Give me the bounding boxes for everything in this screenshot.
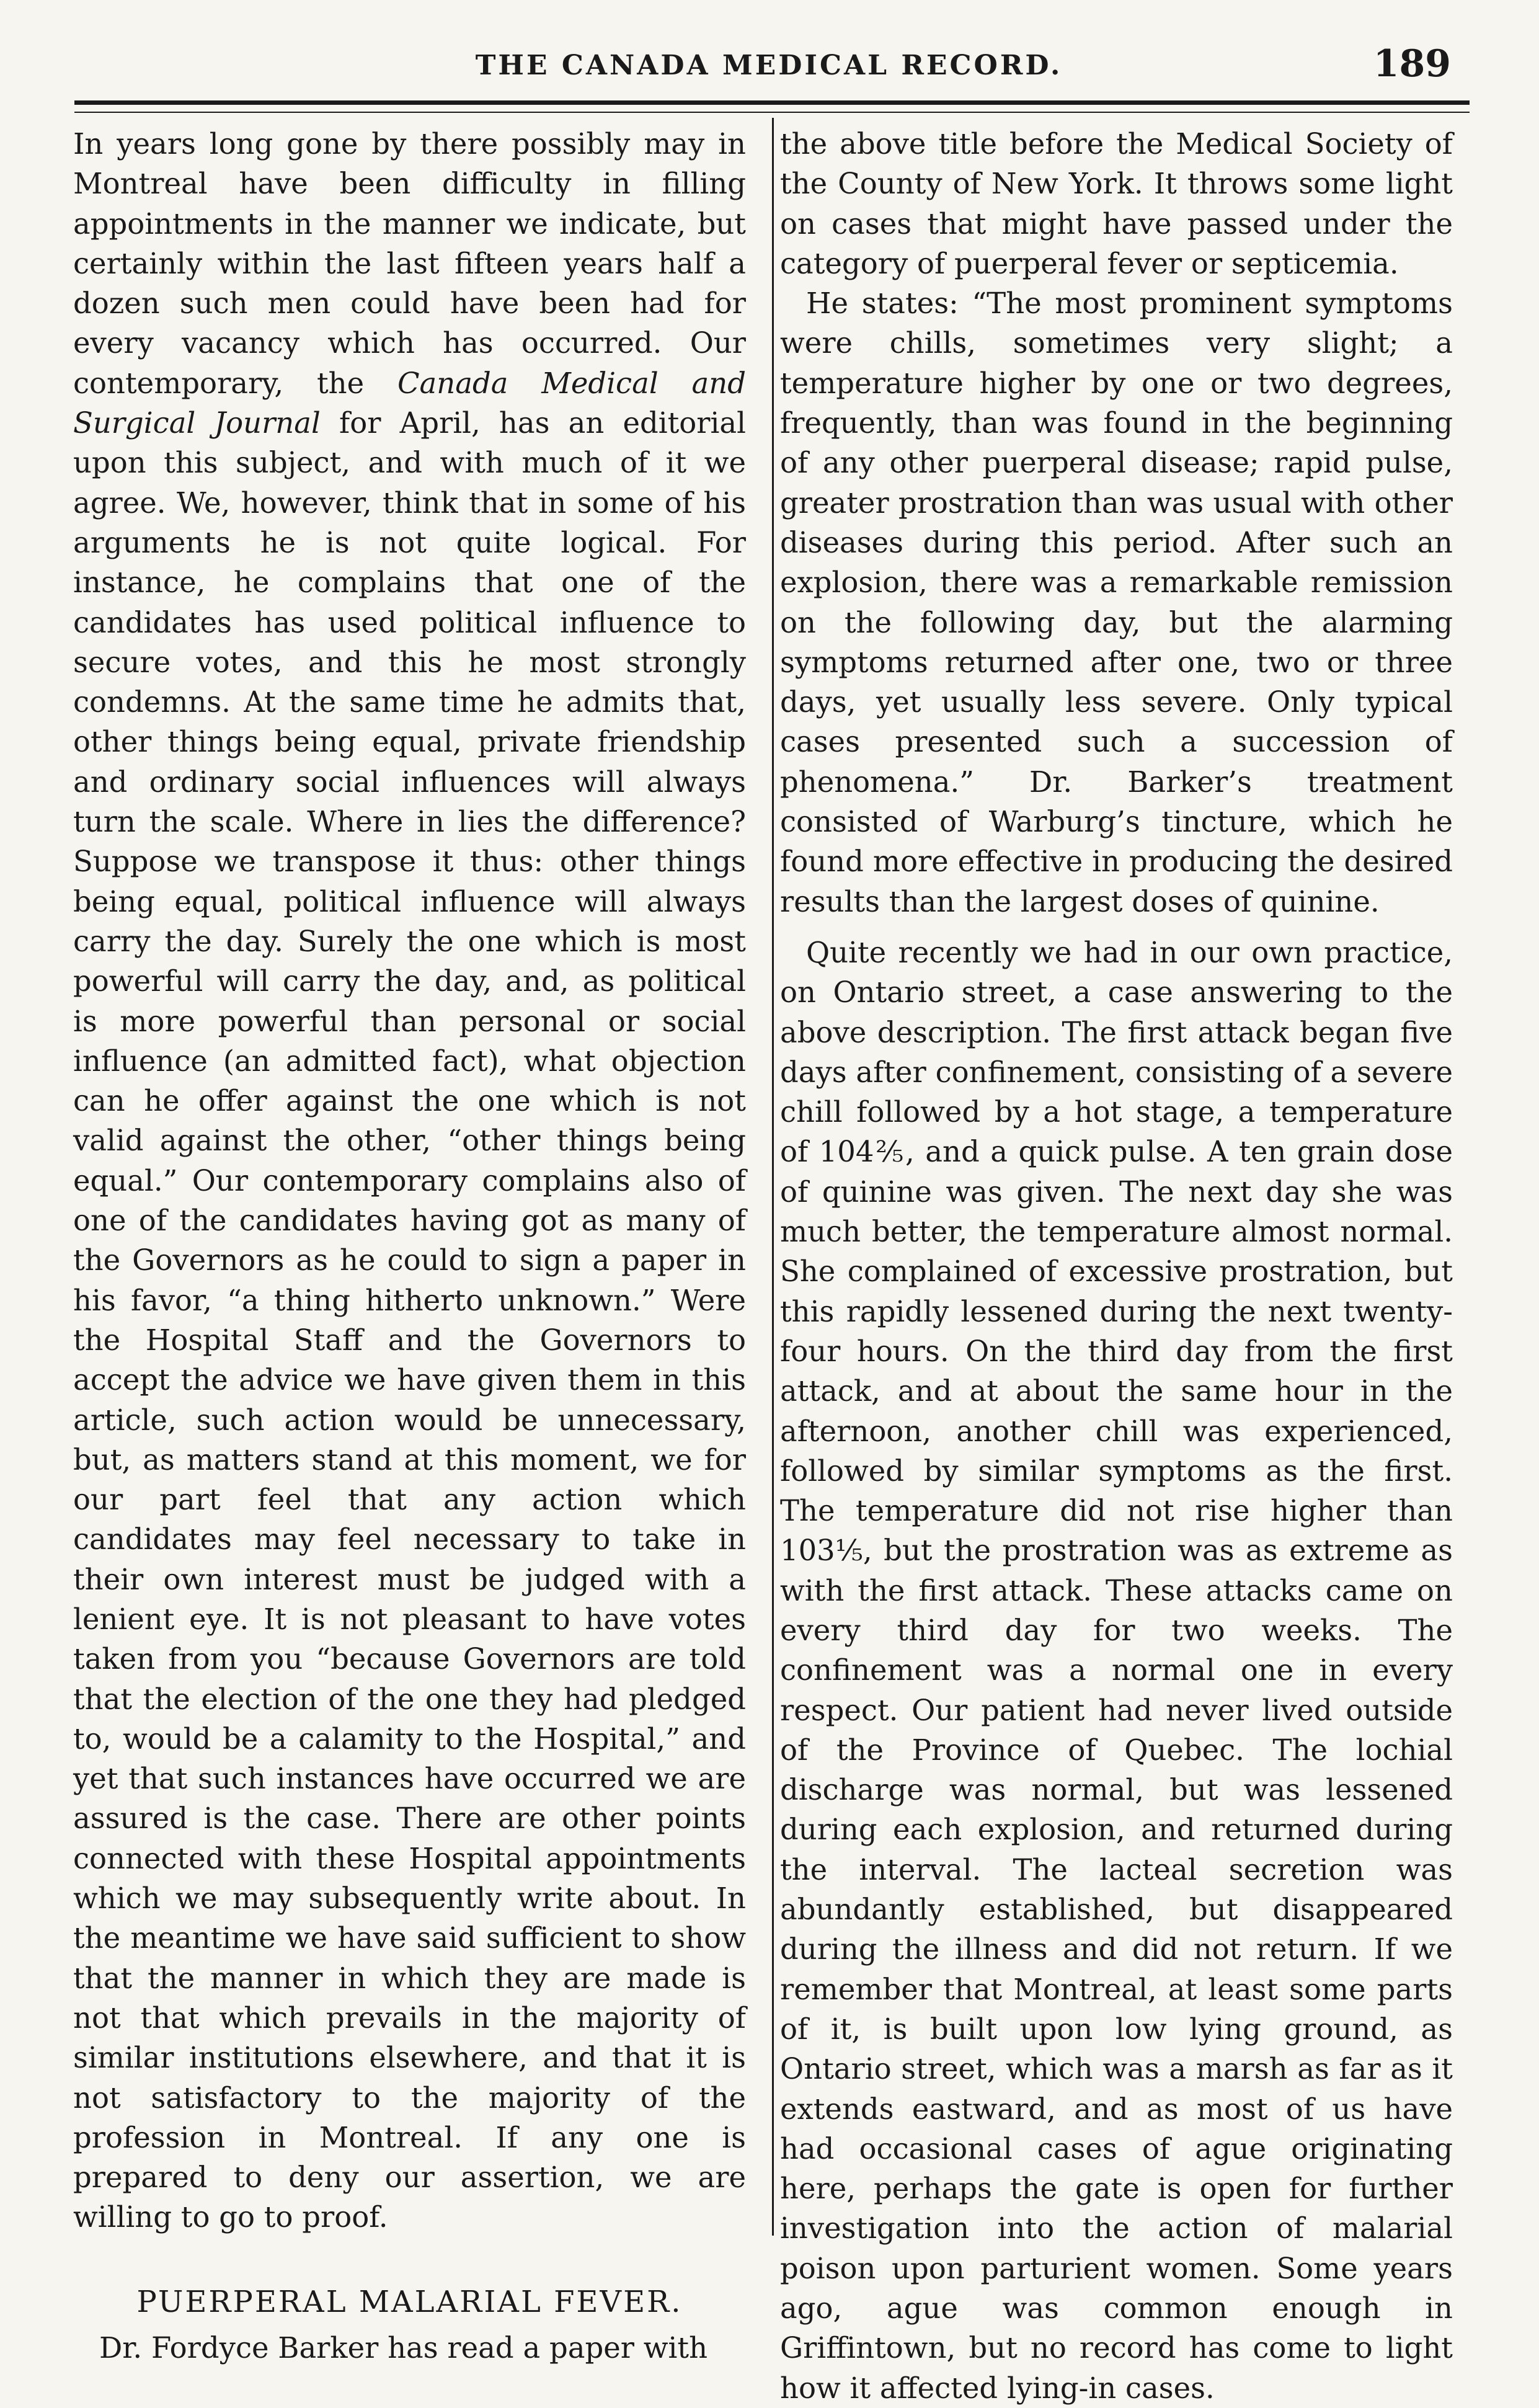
journal-citation: Canada Medical and Surgical Journal xyxy=(73,366,746,440)
running-header xyxy=(74,24,1463,92)
editorial-text-a: In years long gone by there possibly may in Montreal have been difficulty in filling appointments in the manner we indicate, but certainly within the last fifteen years half a dozen such men could have been had for every vacancy which has occurred. Our contemporary, the xyxy=(73,127,746,400)
editorial-text-b: for April, has an editorial upon this subject, and with much of it we agree. We, however, think that in some of his arguments he is not quite logical. For instance, he complains that one of the candidates has used political influence to secure votes, and this he most strongly condemns. At the same time he admits that, other things being equal, private friendship and ordinary social influences will always turn the scale. Where in lies the difference? Suppose we transpose it thus: other things being equal, political influence will always carry the day. Surely the one which is most powerful will carry the day, and, as political is more powerful than personal or social influence (an admitted fact), what objection can he offer against the one which is not valid against the other, “other things being equal.” Our contemporary complains also of one of the candidates having got as many of the Governors as he could to sign a paper in his favor, “a thing hitherto unknown.” Were the Hospital Staff and the Governors to accept the advice we have given them in this article, such action would be unnecessary, but, as matters stand at this moment, we for our part feel that any action which candidates may feel necessary to take in their own interest must be judged with a lenient eye. It is not pleasant to have votes taken from you “because Governors are told that the election of the one they had pledged to, would be a calamity to the Hospital,” and yet that such instances have occurred we are assured is the case. There are other points connected with these Hospital appointments which we may subsequently write about. In the meantime we have said sufficient to show that the manner in which they are made is not that which prevails in the majority of similar institutions elsewhere, and that it is not satisfactory to the majority of the profession in Montreal. If any one is prepared to deny our assertion, we are willing to go to proof. xyxy=(73,406,746,2234)
header-rule-thin xyxy=(74,112,1470,113)
article-paragraph-3: Quite recently we had in our own practice, on Ontario street, a case answering to the above description. The first attack began five days after confinement, consisting of a severe chill followed by a hot stage, a temperature of 104⅖, and a quick pulse. A ten grain dose of quinine was given. The next day she was much better, the temperature almost normal. She complained of excessive prostration, but this rapidly lessened during the next twenty-four hours. On the third day from the first attack, and at about the same hour in the afternoon, another chill was experienced, followed by similar symptoms as the first. The temperature did not rise higher than 103⅕, but the prostration was as extreme as with the first attack. These attacks came on every third day for two weeks. The confinement was a normal one in every respect. Our patient had never lived outside of the Province of Quebec. The lochial discharge was normal, but was lessened during each explosion, and returned during the interval. The lacteal secretion was abundantly established, but disappeared during the illness and did not return. If we remember that Montreal, at least some parts of it, is built upon low lying ground, as Ontario street, which was a marsh as far as it extends eastward, and as most of us have had occasional cases of ague originating here, perhaps the gate is open for further investigation into the action of malarial poison upon parturient women. Some years ago, ague was common enough in Griffintown, but no record has come to light how it affected lying-in cases. xyxy=(780,935,1453,2405)
left-column xyxy=(73,124,746,2368)
article-paragraph-2: He states: “The most prominent symptoms were chills, sometimes very slight; a temperature higher by one or two degrees, frequently, than was found in the beginning of any other puerperal disease; rapid pulse, greater prostration than was usual with other diseases during this period. After such an explosion, there was a remarkable remission on the following day, but the alarming symptoms returned after one, two or three days, yet usually less severe. Only typical cases presented such a succession of phenomena.” Dr. Barker’s treatment consisted of Warburg’s tincture, which he found more effective in producing the desired results than the largest doses of quinine. xyxy=(780,287,1453,918)
right-column xyxy=(780,124,1453,2408)
article-paragraph-1: the above title before the Medical Society of the County of New York. It throws some light on cases that might have passed under the category of puerperal fever or septicemia. xyxy=(780,127,1453,280)
editorial-paragraph xyxy=(73,124,746,2237)
journal-title: THE CANADA MEDICAL RECORD. xyxy=(475,50,1063,81)
section-heading: PUERPERAL MALARIAL FEVER. xyxy=(136,2284,683,2319)
header-rule-thick xyxy=(74,100,1470,105)
page-number: 189 xyxy=(1373,42,1451,86)
column-divider xyxy=(772,118,774,2236)
article-opening: Dr. Fordyce Barker has read a paper with xyxy=(99,2331,708,2365)
